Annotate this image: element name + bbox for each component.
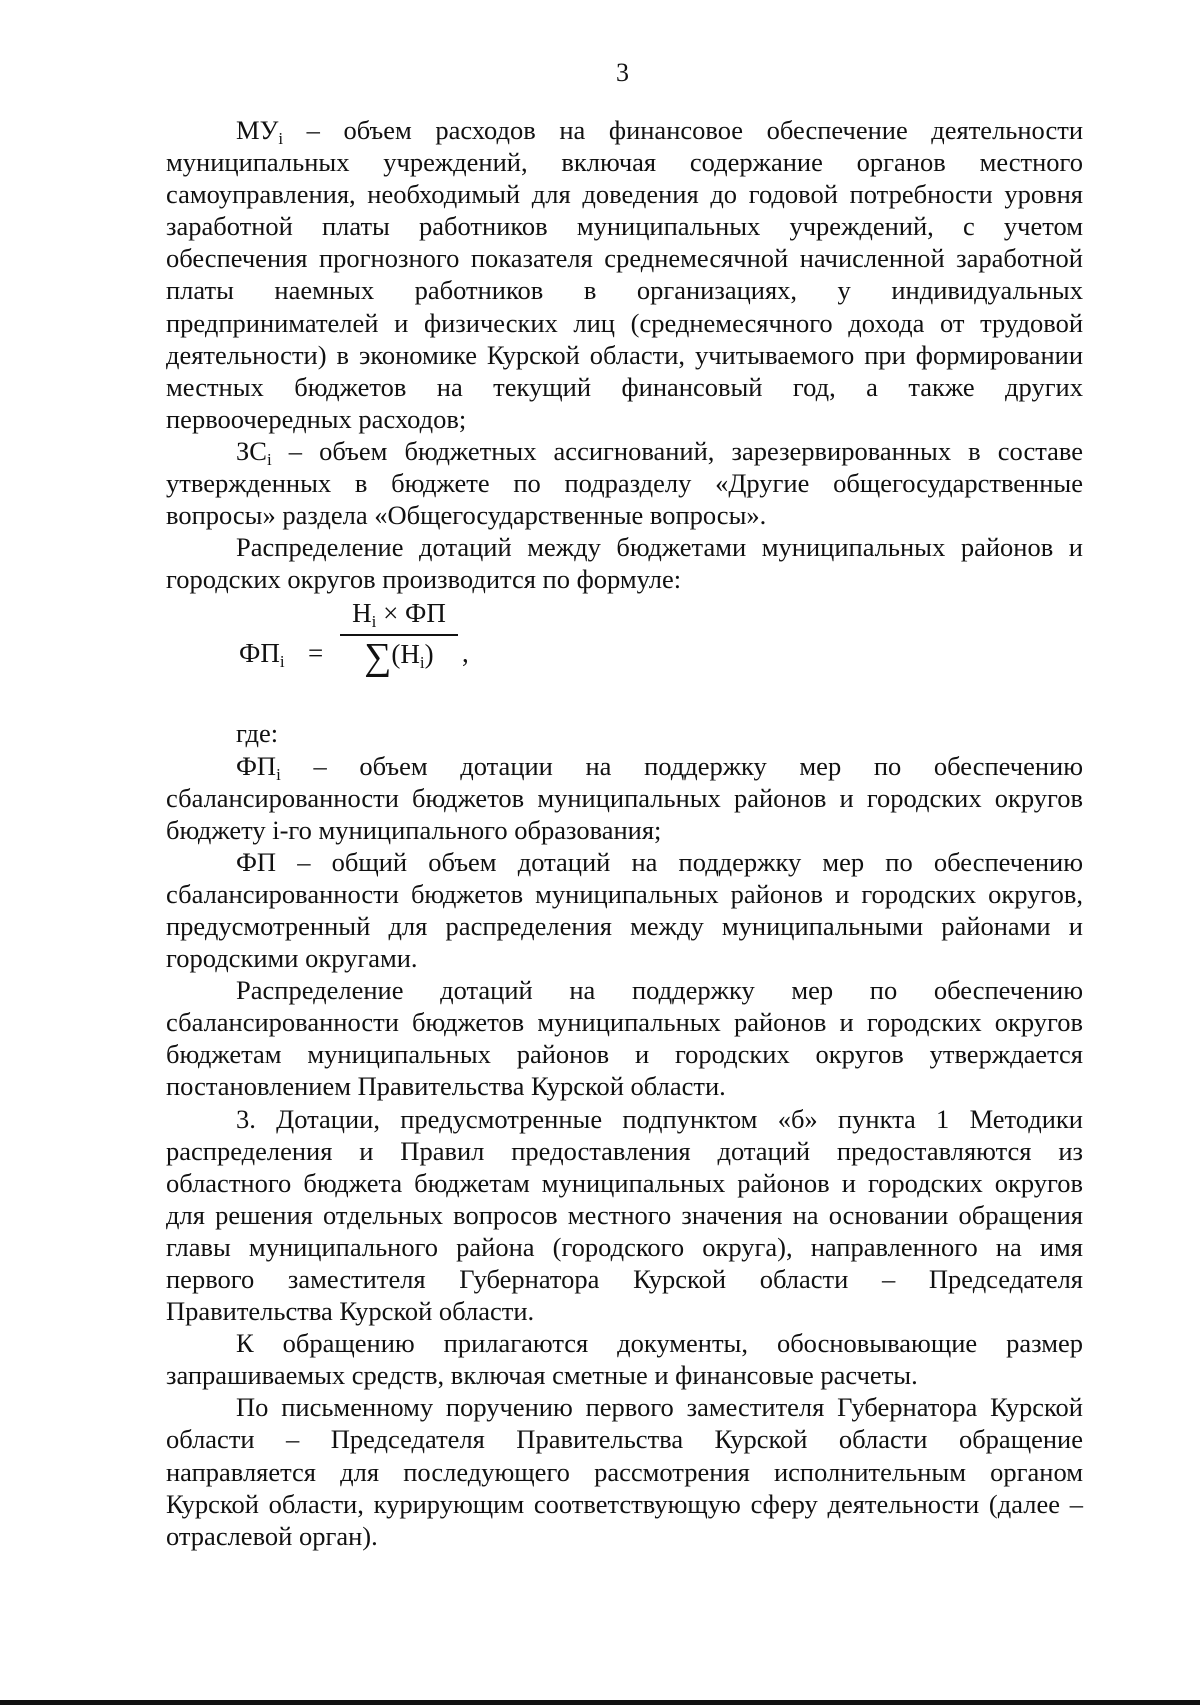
paragraph-item-3: 3. Дотации, предусмотренные подпунктом «б» пункта 1 Методики распределения и Правил предоставления дотаций предоставляются из областного бюджета бюджетам муниципальных районов и городских округов для решения отдельных вопросов местного значения на основании обращения главы муниципального района (городского округа), направленного на имя первого заместителя Губернатора Курской области – Председателя Правительства Курской области. <box>166 1103 1083 1327</box>
formula-lhs-subscript: i <box>279 652 285 672</box>
paragraph-distribution-intro: Распределение дотаций между бюджетами муниципальных районов и городских округов производится по формуле: <box>166 532 1083 595</box>
paragraph-mu-text: – объем расходов на финансовое обеспечение деятельности муниципальных учреждений, включая содержание органов местного самоуправления, необходимый для доведения до годовой потребности уровня заработной платы работников муниципальных учреждений, с учетом обеспечения прогнозного показателя среднемесячной начисленной заработной платы наемных работников в организациях, у индивидуальных предпринимателей и физических лиц (среднемесячного дохода от трудовой деятельности) в экономике Курской области, учитываемого при формировании местных бюджетов на текущий финансовый год, а также других первоочередных расходов; <box>166 115 1083 434</box>
term-zs-subscript: i <box>266 449 272 469</box>
formula-denominator <box>340 635 458 678</box>
formula-denominator-close: ) <box>424 638 434 669</box>
formula-numerator-rest: × ФП <box>376 598 446 629</box>
paragraph-fpi-text: – объем дотации на поддержку мер по обеспечению сбалансированности бюджетов муниципальных районов и городских округов бюджету i-го муниципального образования; <box>166 750 1083 845</box>
formula-numerator <box>340 597 458 633</box>
paragraph-distribution-approval: Распределение дотаций на поддержку мер по обеспечению сбалансированности бюджетов муниципальных районов и городских округов бюджетам муниципальных районов и городских округов утверждается постановлением Правительства Курской области. <box>166 975 1083 1102</box>
formula-lhs <box>239 637 285 672</box>
paragraph-zs-text: – объем бюджетных ассигнований, зарезервированных в составе утвержденных в бюджете по подразделу «Другие общегосударственные вопросы» раздела «Общегосударственные вопросы». <box>166 435 1083 531</box>
where-label: где: <box>236 718 279 749</box>
formula-fraction <box>340 597 458 678</box>
term-mu: МУ <box>236 115 279 145</box>
term-mu-subscript: i <box>278 129 284 148</box>
formula-numerator-subscript: i <box>371 612 377 632</box>
distribution-formula <box>166 597 1083 717</box>
paragraph-instruction: По письменному поручению первого заместителя Губернатора Курской области – Председателя Правительства Курской области обращение направляется для последующего рассмотрения исполнительным органом Курской области, курирующим соответствующую сферу деятельности (далее – отраслевой орган). <box>166 1392 1083 1551</box>
paragraph-mu-definition <box>166 114 1083 435</box>
formula-denominator-subscript: i <box>419 652 425 672</box>
term-zs: ЗС <box>236 435 267 466</box>
paragraph-attachments: К обращению прилагаются документы, обосновывающие размер запрашиваемых средств, включая сметные и финансовые расчеты. <box>166 1328 1083 1391</box>
formula-numerator-h: Н <box>352 598 372 629</box>
formula-equals: = <box>308 638 324 669</box>
paragraph-fpi-definition <box>166 750 1083 846</box>
bottom-scan-border <box>0 1700 1200 1705</box>
formula-comma: , <box>462 638 469 669</box>
term-fpi-subscript: i <box>276 764 281 784</box>
formula-sigma: ∑ <box>364 635 392 678</box>
document-body <box>166 114 1083 1552</box>
formula-denominator-open: (Н <box>391 638 420 669</box>
page-number: 3 <box>616 58 629 87</box>
formula-lhs-term: ФП <box>239 638 280 669</box>
paragraph-fp-definition: ФП – общий объем дотаций на поддержку мер по обеспечению сбалансированности бюджетов муниципальных районов и городских округов, предусмотренный для распределения между муниципальными районами и городскими округами. <box>166 846 1083 974</box>
paragraph-zs-definition <box>166 435 1083 531</box>
term-fpi: ФП <box>236 750 277 781</box>
